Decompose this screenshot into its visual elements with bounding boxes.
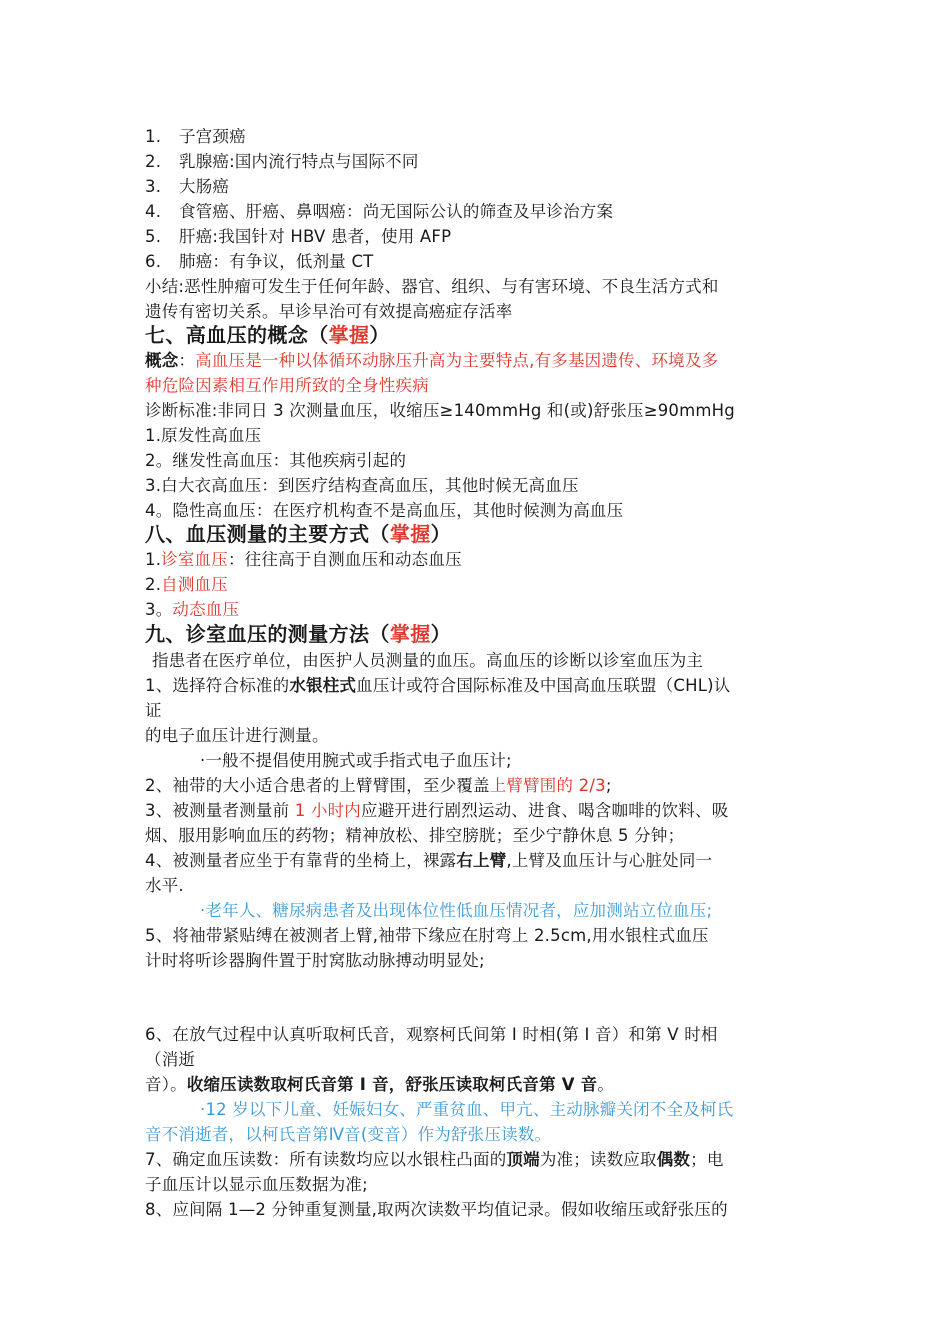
list-item: 3。动态血压 [145, 600, 240, 619]
paragraph-line: 4、被测量者应坐于有靠背的坐椅上，裸露右上臂,上臂及血压计与心脏处同一 [145, 851, 713, 870]
paragraph-line: 计时将听诊器胸件置于肘窝肱动脉搏动明显处; [145, 951, 485, 970]
paragraph-line: 8、应间隔 1—2 分钟重复测量,取两次读数平均值记录。假如收缩压或舒张压的 [145, 1200, 728, 1219]
summary-line: 小结:恶性肿瘤可发生于任何年龄、器官、组织、与有害环境、不良生活方式和 [145, 277, 719, 296]
paragraph-line: 7、确定血压读数：所有读数均应以水银柱凸面的顶端为准；读数应取偶数；电 [145, 1150, 724, 1169]
list-item: 4。隐性高血压：在医疗机构查不是高血压，其他时候测为高血压 [145, 501, 624, 520]
section-heading: 七、高血压的概念（掌握） [145, 323, 390, 347]
paragraph-line: 指患者在医疗单位，由医护人员测量的血压。高血压的诊断以诊室血压为主 [152, 651, 704, 670]
list-item: 1.诊室血压：往往高于自测血压和动态血压 [145, 550, 462, 569]
paragraph-line: 3、被测量者测量前 1 小时内应避开进行剧烈运动、进食、喝含咖啡的饮料、吸 [145, 801, 729, 820]
concept-line: 概念：高血压是一种以体循环动脉压升高为主要特点,有多基因遗传、环境及多 [145, 351, 719, 370]
paragraph-line: 证 [145, 701, 162, 720]
list-item: 3. 大肠癌 [145, 177, 230, 196]
list-item: 5. 肝癌:我国针对 HBV 患者，使用 AFP [145, 227, 452, 246]
list-item: 2.自测血压 [145, 575, 228, 594]
paragraph-line: （消逝 [145, 1050, 196, 1069]
list-item: 2. 乳腺癌:国内流行特点与国际不同 [145, 152, 419, 171]
list-item: 1.原发性高血压 [145, 426, 262, 445]
paragraph-line: 的电子血压计进行测量。 [145, 726, 329, 745]
note-line: 音不消逝者，以柯氏音第Ⅳ音(变音）作为舒张压读数。 [145, 1125, 552, 1144]
section-heading: 九、诊室血压的测量方法（掌握） [145, 622, 452, 646]
paragraph-line: 2、袖带的大小适合患者的上臂臂围，至少覆盖上臂臂围的 2/3; [145, 776, 612, 795]
paragraph-line: 音）。收缩压读数取柯氏音第 I 音，舒张压读取柯氏音第 V 音。 [145, 1075, 615, 1094]
section-heading: 八、血压测量的主要方式（掌握） [145, 522, 452, 546]
paragraph-line: 烟、服用影响血压的药物；精神放松、排空膀胱；至少宁静休息 5 分钟； [145, 826, 685, 845]
list-item: 2。继发性高血压：其他疾病引起的 [145, 451, 407, 470]
diagnosis-criteria: 诊断标准:非同日 3 次测量血压，收缩压≥140mmHg 和(或)舒张压≥90mmHg [145, 401, 735, 420]
list-item: 6. 肺癌：有争议，低剂量 CT [145, 252, 374, 271]
concept-line: 种危险因素相互作用所致的全身性疾病 [145, 376, 429, 395]
paragraph-line: 水平. [145, 876, 184, 895]
list-item: 4. 食管癌、肝癌、鼻咽癌：尚无国际公认的筛查及早诊治方案 [145, 202, 614, 221]
summary-line: 遗传有密切关系。早诊早治可有效提高癌症存活率 [145, 302, 513, 321]
note-line: ·一般不提倡使用腕式或手指式电子血压计; [200, 751, 512, 770]
paragraph-line: 1、选择符合标准的水银柱式血压计或符合国际标准及中国高血压联盟（CHL)认 [145, 676, 731, 695]
note-line: ·12 岁以下儿童、妊娠妇女、严重贫血、甲亢、主动脉瓣关闭不全及柯氏 [200, 1100, 734, 1119]
note-line: ·老年人、糖尿病患者及出现体位性低血压情况者，应加测站立位血压; [200, 901, 713, 920]
paragraph-line: 6、在放气过程中认真听取柯氏音，观察柯氏间第 I 时相(第 I 音）和第 V 时相 [145, 1025, 718, 1044]
list-item: 1. 子宫颈癌 [145, 127, 246, 146]
list-item: 3.白大衣高血压：到医疗结构查高血压，其他时候无高血压 [145, 476, 579, 495]
paragraph-line: 5、将袖带紧贴缚在被测者上臂,袖带下缘应在肘弯上 2.5cm,用水银柱式血压 [145, 926, 709, 945]
paragraph-line: 子血压计以显示血压数据为准; [145, 1175, 368, 1194]
